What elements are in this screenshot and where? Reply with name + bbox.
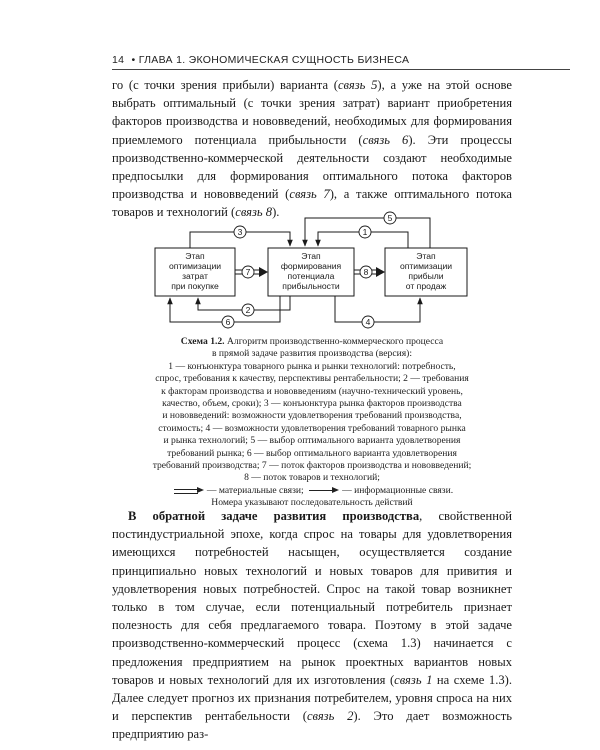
p2-text-2: на схеме 1.3). Далее следует прогноз их признания потребителем, уровня спроса на них и перспектив рентабельности ( [112,672,512,724]
caption-title-line [112,336,512,348]
box-center-line: Этап [301,251,321,261]
p1-text-2: ), а уже на этой основе выбрать оптимальный (с точки зрения затрат) вариант приобретения факторов производства и нововведений, необходимых для формирования приемлемого потенциала прибыльности ( [112,78,512,147]
page-number: 14 [112,54,125,66]
legend-material: — материальные связи; [206,484,304,496]
caption-line: к факторам производства и нововведениям (научно-технический уровень, [161,385,463,397]
legend-info: — информационные связи. [342,484,454,496]
number-6: 6 [225,317,231,327]
caption-line: спрос, требования к качеству, перспективы рентабельности; 2 — требования [155,373,469,385]
p2-ref-link-1: связь 1 [394,672,433,687]
box-right-line: от продаж [405,281,447,291]
caption-line: требований производства; 7 — поток факторов производства и нововведений; [152,460,472,472]
p1-ref-link-8: связь 8 [235,205,273,220]
link-7-arrowhead [259,267,268,277]
box-right-line: оптимизации [399,261,453,271]
caption-legend [112,485,512,497]
number-4: 4 [365,317,371,327]
p1-ref-link-7: связь 7 [289,187,330,202]
box-left-line: при покупке [171,281,219,291]
chapter-title: ЭКОНОМИЧЕСКАЯ СУЩНОСТЬ БИЗНЕСА [188,54,410,66]
caption-line: стоимость; 4 — возможности удовлетворения требований товарного рынка [158,422,466,434]
p2-text-3: ). Это дает возможность предприятию раз- [112,709,512,742]
info-arrow-icon [309,487,339,494]
caption-line: качество, объем, сроки); 3 — конъюнктура рынка факторов производства [162,398,462,410]
scheme-diagram [140,210,480,335]
number-8: 8 [363,267,369,277]
p1-text-4: ), а также оптимального потока товаров и технологий ( [112,187,512,220]
p1-text-1: го (с точки зрения прибыли) варианта ( [112,78,338,92]
p1-ref-link-5: связь 5 [337,78,378,92]
p2-ref-link-2: связь 2 [306,709,354,724]
material-arrow-icon [174,487,204,494]
caption-line: требований рынка; 6 — выбор оптимального варианта удовлетворения [167,447,457,459]
running-header [112,54,570,70]
caption-line: в прямой задаче развития производства (версия): [211,348,413,360]
caption-title: Схема 1.2. [180,336,225,347]
caption-line: 8 — поток товаров и технологий; [244,472,380,484]
box-right-line: прибыли [408,271,444,281]
caption-line: 1 — конъюнктура товарного рынка и рынки технологий: потребность, [168,360,456,372]
p1-text-5: ). [272,205,280,220]
box-left-line: затрат [182,271,208,281]
box-center-line: формирования [280,261,342,271]
box-left-line: Этап [185,251,205,261]
box-right-line: Этап [416,251,436,261]
caption-last-line: Номера указывают последовательность действий [211,497,413,509]
number-7: 7 [245,267,251,277]
box-center-line: прибыльности [282,281,340,291]
number-3: 3 [237,227,243,237]
caption-line: и нововведений: возможности удовлетворения требований производства, [162,410,462,422]
p1-ref-link-6: связь 6 [362,132,409,147]
p2-text-1: , свойственной постиндустриальной эпохе, когда спрос на товары для удовлетворения имеющихся потребностей насыщен, осуществляется создание принципиально новых технологий и новых товаров для привития и удовлетворения новых потребностей. Спрос на такой товар возникнет только в том случае, если потенциальный потребитель признает полезность для себя предлагаемого товара. Поэтому в этой задаче производственно-коммерческий процесс (схема 1.3) начинается с предложения предприятием на рынок проектных вариантов новых товаров и новых технологий для их изготовления ( [112,509,512,687]
link-4 [335,296,420,322]
box-left-line: оптимизации [168,261,222,271]
caption-line: и рынка технологий; 5 — выбор оптимального варианта удовлетворения [163,435,461,447]
scheme-caption [112,336,512,510]
number-1: 1 [362,227,368,237]
paragraph-2 [112,507,512,744]
link-8-arrowhead [376,267,385,277]
caption-title-rest: Алгоритм производственно-коммерческого процесса [224,336,444,347]
number-5: 5 [387,213,393,223]
chapter-label: ГЛАВА 1. [138,54,186,66]
paragraph-1 [112,76,512,222]
p1-text-3: ). Эти процессы производственно-коммерческой деятельности создают необходимые предпосылки для формирования оптимального потока факторов производства и нововведений ( [112,132,512,202]
number-2: 2 [245,305,251,315]
box-center-line: потенциала [287,271,335,281]
p2-bold-term: В обратной задаче развития производства [128,509,420,523]
header-bullet: • [131,54,136,66]
